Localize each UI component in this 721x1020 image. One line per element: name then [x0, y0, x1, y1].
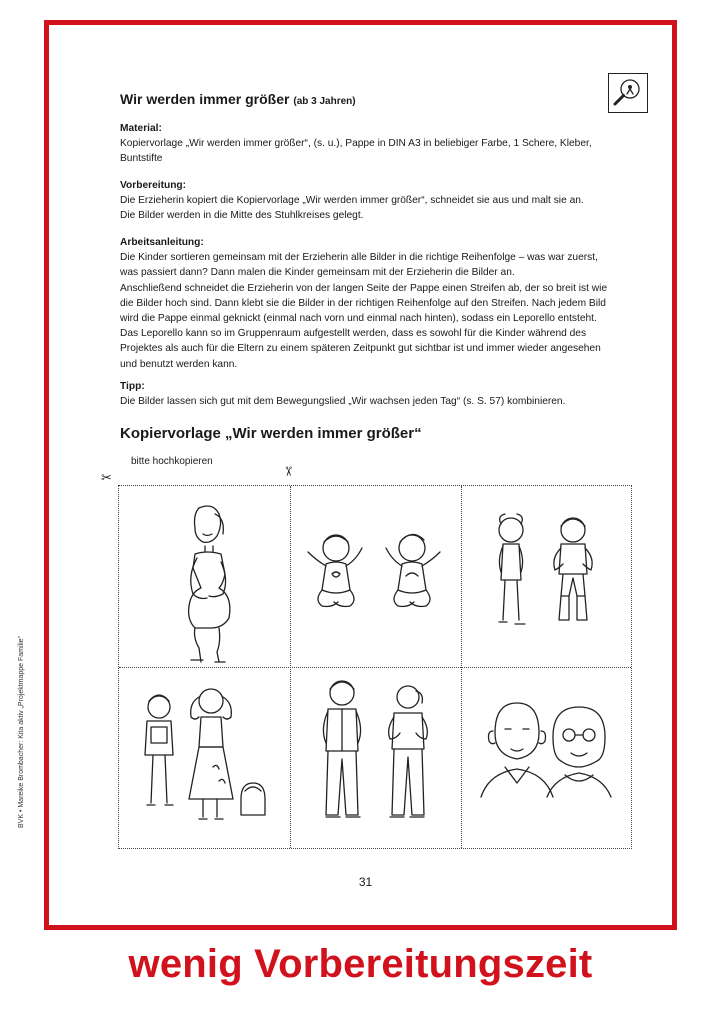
credit-line: BVK • Mareike Brombacher: Kita aktiv „Projektmappe Familie“ — [18, 636, 25, 828]
section-line: die Bilder hoch sind. Dann klebt sie die Bilder in der richtigen Reihenfolge auf den Streifen. Nach jedem Bild — [120, 297, 606, 309]
section-line: wird die Pappe einmal geknickt (einmal nach vorn und einmal nach hinten), sodass ein Leporello entsteht. — [120, 313, 597, 325]
section-line: und benutzt werden kann. — [120, 358, 238, 370]
scissors-icon: ✂ — [101, 470, 112, 485]
section-heading: Material: — [120, 123, 162, 134]
section-heading: Vorbereitung: — [120, 180, 187, 191]
image-toddlers — [461, 486, 632, 668]
image-elderly-couple — [461, 667, 632, 849]
section-line: was passiert dann? Dann malen die Kinder gemeinsam mit der Erzieherin die Bilder an. — [120, 267, 515, 279]
section-material — [120, 121, 620, 167]
section-line: Die Bilder werden in die Mitte des Stuhlkreises gelegt. — [120, 210, 364, 222]
section-line: Kopiervorlage „Wir werden immer größer“, (s. u.), Pappe in DIN A3 in beliebiger Farbe, 1 Schere, Kleber, — [120, 138, 592, 150]
cutout-grid — [118, 485, 632, 849]
section-arbeitsanleitung — [120, 235, 620, 372]
section-line: Projektes als auch für die Eltern zu einem späteren Zeitpunkt gut sichtbar ist und immer wieder angesehen — [120, 343, 601, 355]
section-tipp — [120, 379, 620, 409]
section-heading: Tipp: — [120, 381, 145, 392]
image-babies — [290, 486, 461, 668]
template-hint: bitte hochkopieren — [131, 456, 213, 467]
section-line: Die Kinder sortieren gemeinsam mit der Erzieherin alle Bilder in die richtige Reihenfolge – was war zuerst, — [120, 252, 598, 264]
doc-title-age: (ab 3 Jahren) — [293, 96, 356, 107]
doc-title — [120, 91, 356, 107]
page-frame — [44, 20, 677, 930]
template-title: Kopiervorlage „Wir werden immer größer“ — [120, 425, 422, 442]
magnifier-icon — [608, 73, 648, 113]
section-vorbereitung — [120, 178, 620, 224]
section-line: Buntstifte — [120, 153, 163, 165]
section-heading: Arbeitsanleitung: — [120, 237, 204, 248]
section-line: Das Leporello kann so im Gruppenraum aufgestellt werden, dass es sowohl für die Kinder während des — [120, 328, 587, 340]
image-adults — [290, 667, 461, 849]
section-line: Die Bilder lassen sich gut mit dem Bewegungslied „Wir wachsen jeden Tag“ (s. S. 57) kombinieren. — [120, 396, 566, 408]
section-line: Die Erzieherin kopiert die Kopiervorlage „Wir werden immer größer“, schneidet sie aus und malt sie an. — [120, 195, 584, 207]
scissors-icon: ✂ — [280, 466, 296, 477]
doc-title-text: Wir werden immer größer — [120, 91, 290, 107]
image-pregnant-woman — [119, 486, 290, 668]
banner-text: wenig Vorbereitungszeit — [128, 942, 593, 986]
image-school-children — [119, 667, 290, 849]
page-number: 31 — [358, 875, 373, 889]
section-line: Anschließend schneidet die Erzieherin von der langen Seite der Pappe einen Streifen ab, der so breit ist wie — [120, 282, 608, 294]
